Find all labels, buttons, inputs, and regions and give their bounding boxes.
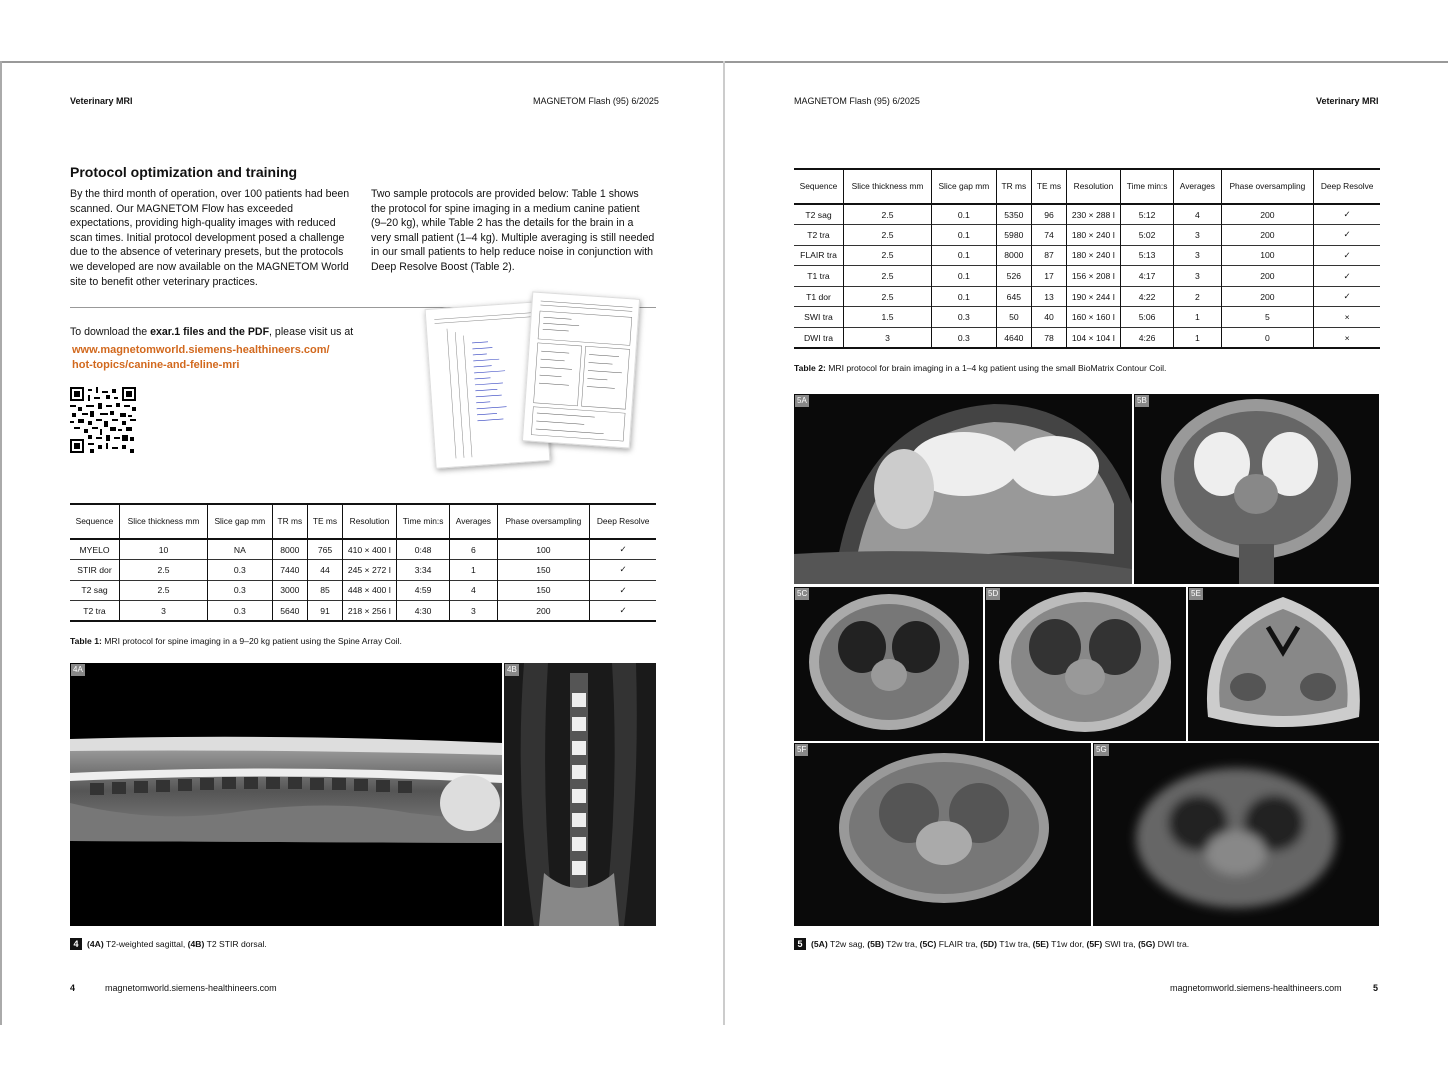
table-cell: × (1314, 328, 1380, 349)
section-title: Protocol optimization and training (70, 164, 298, 180)
table-row (70, 539, 656, 560)
qr-code-icon (70, 387, 136, 453)
table-cell: 5:02 (1120, 225, 1173, 246)
table-cell: 3 (120, 601, 208, 622)
table-cell: 5:06 (1120, 307, 1173, 328)
table-cell: ✓ (1314, 245, 1380, 266)
caption-label: (5B) (867, 939, 884, 949)
image-tag-5e: 5E (1191, 589, 1201, 598)
table-cell: ✓ (590, 539, 656, 560)
table-cell: 3 (844, 328, 932, 349)
table-cell: 200 (1221, 286, 1314, 307)
table-cell: 4640 (996, 328, 1031, 349)
table-cell: ✓ (1314, 286, 1380, 307)
table-cell: 85 (308, 580, 343, 601)
column-header: Averages (450, 504, 497, 539)
caption-text: T2w tra, (883, 939, 920, 949)
image-tag-5g: 5G (1096, 745, 1107, 754)
table-cell: 4:26 (1120, 328, 1173, 349)
image-tag-5f: 5F (797, 745, 807, 754)
table-cell: 3 (1174, 225, 1221, 246)
table-cell: 3:34 (396, 560, 449, 581)
table-cell: 645 (996, 286, 1031, 307)
column-header: Sequence (70, 504, 120, 539)
table-cell: T1 dor (794, 286, 844, 307)
mri-image-4a (70, 663, 502, 926)
table-cell: 2.5 (844, 266, 932, 287)
table-cell: 218 × 256 I (342, 601, 396, 622)
protocol-table-2 (794, 168, 1380, 349)
download-bold: exar.1 files and the PDF (150, 326, 270, 338)
figure-4-number: 4 (70, 938, 82, 950)
column-header: Deep Resolve (1314, 169, 1380, 204)
mri-image-5d (985, 587, 1186, 741)
table-cell: 2.5 (844, 204, 932, 225)
mri-image-5b (1134, 394, 1379, 584)
caption-text: FLAIR tra, (936, 939, 981, 949)
brain-flair-render (794, 587, 983, 741)
column-header: Resolution (342, 504, 396, 539)
table-cell: FLAIR tra (794, 245, 844, 266)
table-cell: 0:48 (396, 539, 449, 560)
mri-image-5g (1093, 743, 1379, 926)
table-cell: 200 (1221, 204, 1314, 225)
table-row (794, 245, 1380, 266)
caption-text: T2w sag, (827, 939, 868, 949)
table-cell: 74 (1032, 225, 1067, 246)
table-cell: 6 (450, 539, 497, 560)
table-cell: 2.5 (844, 286, 932, 307)
left-page (0, 0, 723, 993)
table-cell: 10 (120, 539, 208, 560)
table-row (794, 286, 1380, 307)
table-cell: 0.3 (208, 601, 273, 622)
table-cell: STIR dor (70, 560, 120, 581)
table-2-caption-label: Table 2: (794, 363, 826, 373)
running-header-left: MAGNETOM Flash (95) 6/2025 (794, 96, 920, 106)
download-link-line-2[interactable]: hot-topics/canine-and-feline-mri (72, 359, 240, 371)
brain-sagittal-render (794, 394, 1132, 584)
table-cell: 5:13 (1120, 245, 1173, 266)
table-cell: 150 (497, 580, 590, 601)
column-header: Averages (1174, 169, 1221, 204)
image-tag-5d: 5D (988, 589, 999, 598)
table-cell: 104 × 104 I (1066, 328, 1120, 349)
table-cell: 156 × 208 I (1066, 266, 1120, 287)
mri-image-5f (794, 743, 1091, 926)
brain-swi-render (794, 743, 1091, 926)
table-cell: ✓ (1314, 225, 1380, 246)
table-cell: 5640 (272, 601, 307, 622)
table-cell: 4 (450, 580, 497, 601)
caption-label: (4A) (87, 939, 104, 949)
caption-label: (5G) (1138, 939, 1156, 949)
table-cell: 96 (1032, 204, 1067, 225)
table-cell: 2.5 (844, 245, 932, 266)
table-cell: 0.3 (208, 580, 273, 601)
table-cell: 1.5 (844, 307, 932, 328)
table-cell: 5350 (996, 204, 1031, 225)
figure-5-number: 5 (794, 938, 806, 950)
table-cell: 448 × 400 I (342, 580, 396, 601)
table-cell: 0.3 (932, 307, 997, 328)
table-cell: MYELO (79, 544, 110, 555)
table-cell: 4 (1174, 204, 1221, 225)
column-header: Time min:s (1120, 169, 1173, 204)
table-cell: 8000 (272, 539, 307, 560)
caption-label: (5A) (811, 939, 828, 949)
table-cell: 3 (1174, 266, 1221, 287)
brain-dwi-render (1093, 743, 1379, 926)
column-header: Resolution (1066, 169, 1120, 204)
column-header: Slice gap mm (932, 169, 997, 204)
table-cell: ✓ (1314, 204, 1380, 225)
table-2-caption-text: MRI protocol for brain imaging in a 1–4 kg patient using the small BioMatrix Contour Coil. (825, 363, 1167, 373)
image-tag-4b: 4B (507, 665, 517, 674)
table-cell: 91 (308, 601, 343, 622)
caption-label: (5D) (980, 939, 997, 949)
table-cell: 5 (1221, 307, 1314, 328)
download-suffix: , please visit us at (269, 326, 354, 338)
column-header: Slice thickness mm (120, 504, 208, 539)
download-text (70, 326, 353, 338)
table-cell: T2 tra (794, 225, 844, 246)
mri-image-5a (794, 394, 1132, 584)
table-cell: 40 (1032, 307, 1067, 328)
table-cell: 2 (1174, 286, 1221, 307)
table-cell: ✓ (590, 601, 656, 622)
caption-label: (5F) (1086, 939, 1103, 949)
table-row (794, 307, 1380, 328)
table-row (794, 328, 1380, 349)
table-header-row (794, 169, 1380, 204)
caption-text: SWI tra, (1102, 939, 1139, 949)
column-header: TR ms (996, 169, 1031, 204)
table-cell: 150 (497, 560, 590, 581)
column-header: TE ms (308, 504, 343, 539)
table-cell: 5:12 (1120, 204, 1173, 225)
table-cell: 765 (308, 539, 343, 560)
column-header: Sequence (794, 169, 844, 204)
table-cell: 8000 (996, 245, 1031, 266)
spine-sagittal-render (70, 663, 502, 926)
running-header-right: MAGNETOM Flash (95) 6/2025 (533, 96, 659, 106)
table-cell: NA (208, 539, 273, 560)
column-header: Time min:s (396, 504, 449, 539)
image-tag-5b: 5B (1137, 396, 1147, 405)
table-cell: 2.5 (120, 580, 208, 601)
body-column-2: Two sample protocols are provided below: Table 1 shows the protocol for spine imaging in a medium canine patient (9–20 kg), while Table 2 has the details for the brain in a very small patient (1–4 kg). Multiple averaging is still needed in our small patients to help reduce noise in conjunction with Deep Resolve Boost (Table 2). (371, 188, 655, 273)
table-cell: 200 (1221, 266, 1314, 287)
table-cell: 230 × 288 I (1066, 204, 1120, 225)
table-cell: 0.1 (932, 204, 997, 225)
figure-5-caption (794, 938, 1189, 950)
figure-4-caption (70, 938, 267, 950)
caption-text: T2-weighted sagittal, (103, 939, 188, 949)
table-cell: T2 tra (70, 601, 120, 622)
table-1-caption-label: Table 1: (70, 636, 102, 646)
spine-dorsal-render (504, 663, 656, 926)
brain-t2-transverse-render (1134, 394, 1379, 584)
table-cell: 0.3 (208, 560, 273, 581)
table-cell: 245 × 272 I (342, 560, 396, 581)
page-number: 5 (1373, 983, 1379, 993)
table-cell: 1 (1174, 307, 1221, 328)
table-cell: ✓ (590, 560, 656, 581)
caption-label: (5C) (919, 939, 937, 949)
table-cell: 160 × 160 I (1066, 307, 1120, 328)
table-cell: 0.1 (932, 225, 997, 246)
table-cell: 4:59 (396, 580, 449, 601)
footer-url[interactable]: magnetomworld.siemens-healthineers.com (105, 983, 277, 993)
table-cell: 100 (497, 539, 590, 560)
table-cell: T1 tra (794, 266, 844, 287)
caption-text: T2 STIR dorsal. (204, 939, 267, 949)
column-header: Slice thickness mm (844, 169, 932, 204)
right-page (725, 0, 1448, 993)
table-row (794, 225, 1380, 246)
table-cell: 44 (308, 560, 343, 581)
table-cell: 17 (1032, 266, 1067, 287)
table-cell: 180 × 240 I (1066, 225, 1120, 246)
table-cell: 2.5 (120, 560, 208, 581)
mri-image-5e (1188, 587, 1379, 741)
caption-text: T1w dor, (1048, 939, 1087, 949)
caption-label: (5E) (1032, 939, 1049, 949)
column-header: TR ms (272, 504, 307, 539)
table-cell: 3 (1174, 245, 1221, 266)
table-cell: 0 (1221, 328, 1314, 349)
table-cell: 4:17 (1120, 266, 1173, 287)
table-cell: 180 × 240 I (1066, 245, 1120, 266)
caption-label: (4B) (187, 939, 205, 949)
running-header-left: Veterinary MRI (70, 96, 133, 106)
image-tag-5a: 5A (797, 396, 807, 405)
caption-text: T1w tra, (996, 939, 1033, 949)
table-header-row (70, 504, 656, 539)
table-cell: 7440 (272, 560, 307, 581)
table-cell: SWI tra (794, 307, 844, 328)
table-cell: 87 (1032, 245, 1067, 266)
table-cell: 410 × 400 I (342, 539, 396, 560)
mri-image-5c (794, 587, 983, 741)
column-header: Slice gap mm (208, 504, 273, 539)
table-cell: 50 (996, 307, 1031, 328)
table-row (70, 601, 656, 622)
table-cell: 2.5 (844, 225, 932, 246)
column-header: Deep Resolve (590, 504, 656, 539)
table-cell: 190 × 244 I (1066, 286, 1120, 307)
table-2-caption (794, 363, 1166, 373)
image-tag-5c: 5C (797, 589, 808, 598)
table-1-caption (70, 636, 402, 646)
table-cell: 0.3 (932, 328, 997, 349)
image-tag-4a: 4A (73, 665, 83, 674)
table-cell: 0.1 (932, 286, 997, 307)
table-cell: 200 (1221, 225, 1314, 246)
table-cell: 1 (1174, 328, 1221, 349)
caption-text: DWI tra. (1155, 939, 1190, 949)
table-cell: DWI tra (794, 328, 844, 349)
protocol-printout-image-2 (522, 291, 640, 448)
body-column-1: By the third month of operation, over 100 patients had been scanned. Our MAGNETOM Flow has exceeded expectations, providing high-quality images with reduced scan times. Initial protocol development posed a challenge due to the absence of veterinary presets, but the protocols we developed are now available on the MAGNETOM World site to benefit other veterinary practices. (70, 188, 350, 288)
table-row (794, 204, 1380, 225)
table-row (794, 266, 1380, 287)
download-prefix: To download the (70, 326, 151, 338)
table-cell: 3 (450, 601, 497, 622)
table-cell: 526 (996, 266, 1031, 287)
table-cell: ✓ (1314, 266, 1380, 287)
table-1-caption-text: MRI protocol for spine imaging in a 9–20 kg patient using the Spine Array Coil. (101, 636, 402, 646)
brain-t1-dorsal-render (1188, 587, 1379, 741)
table-cell: ✓ (590, 580, 656, 601)
table-cell: 13 (1032, 286, 1067, 307)
table-cell: T2 sag (70, 580, 120, 601)
footer-url[interactable]: magnetomworld.siemens-healthineers.com (1170, 983, 1342, 993)
column-header: TE ms (1032, 169, 1067, 204)
table-row (70, 560, 656, 581)
table-row (70, 580, 656, 601)
mri-image-4b (504, 663, 656, 926)
table-cell: 100 (1221, 245, 1314, 266)
download-link[interactable] (72, 343, 330, 373)
table-cell: 4:22 (1120, 286, 1173, 307)
download-link-line-1[interactable]: www.magnetomworld.siemens-healthineers.com/ (72, 344, 330, 356)
table-cell: 3000 (272, 580, 307, 601)
table-cell: × (1314, 307, 1380, 328)
running-header-right: Veterinary MRI (1316, 96, 1379, 106)
table-cell: 200 (497, 601, 590, 622)
table-cell: 0.1 (932, 245, 997, 266)
table-cell: 4:30 (396, 601, 449, 622)
table-cell: 0.1 (932, 266, 997, 287)
table-cell: 1 (450, 560, 497, 581)
table-cell: 5980 (996, 225, 1031, 246)
table-cell: 78 (1032, 328, 1067, 349)
protocol-table-1 (70, 503, 656, 622)
page-number: 4 (70, 983, 76, 993)
brain-t1-transverse-render (985, 587, 1186, 741)
column-header: Phase oversampling (497, 504, 590, 539)
column-header: Phase oversampling (1221, 169, 1314, 204)
table-cell: T2 sag (805, 209, 832, 220)
protocol-printout-2-lines (523, 292, 641, 449)
